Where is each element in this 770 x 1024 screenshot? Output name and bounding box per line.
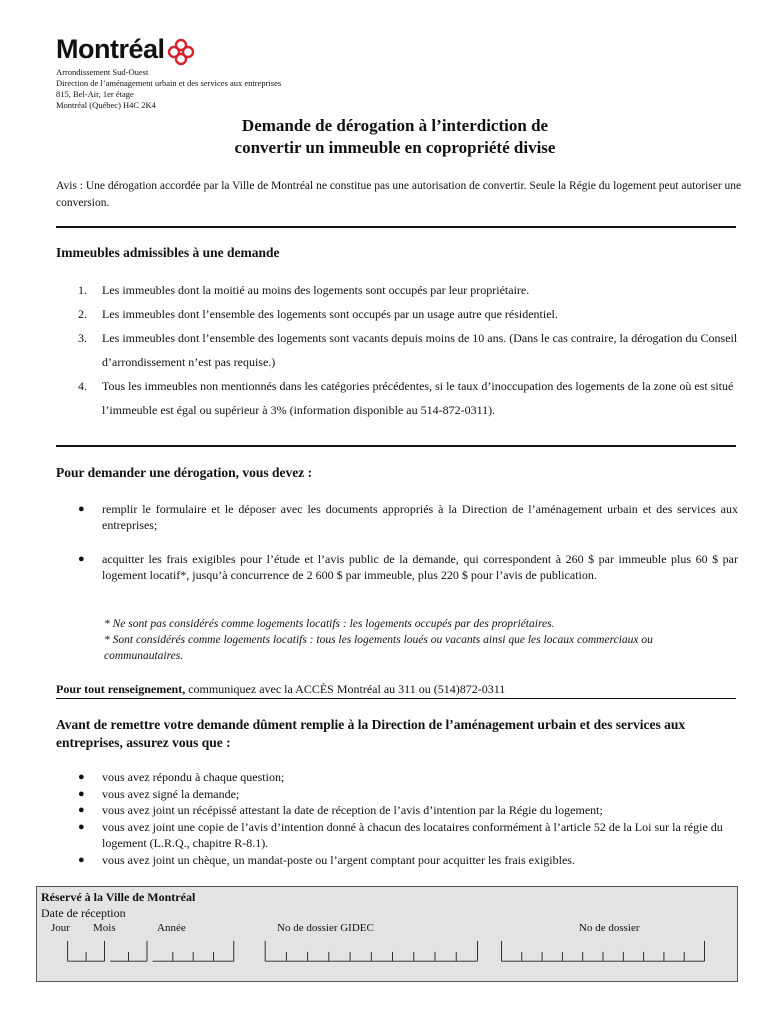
bullet-icon: ● [78,820,85,833]
list-item: 1. Les immeubles dont la moitié au moins des logements sont occupés par leur propriétaire. [78,283,530,297]
list-item: ● vous avez joint une copie de l’avis d’intention donné à chacun des locataires conformément à l’article 52 de la Loi sur la régie du logement (L.R.Q., chapitre R-8.1). [78,819,723,850]
avis-notice: Avis : Une dérogation accordée par la Ville de Montréal ne constitue pas une autorisation de convertir. Seule la Régie du logement peut autoriser une conversion. [56,180,742,209]
address-line: 815, Bel-Air, 1er étage [56,89,134,99]
date-input-boxes[interactable] [41,939,733,963]
info-line [56,682,505,697]
section-heading-demander: Pour demander une dérogation, vous devez : [56,465,313,480]
list-item: 2. Les immeubles dont l’ensemble des logements sont occupés par un usage autre que résidentiel. [78,307,558,321]
gidec-label: No de dossier GIDEC [277,922,374,934]
jour-label: Jour [51,922,70,934]
list-item: ● vous avez joint un récépissé attestant la date de réception de l’avis d’intention par la Régie du logement; [78,803,603,817]
bullet-icon: ● [78,553,85,565]
bullet-icon: ● [78,853,85,866]
bullet-icon: ● [78,503,85,515]
list-item: 3. Les immeubles dont l’ensemble des logements sont vacants depuis moins de 10 ans. (Dans le cas contraire, la dérogation du Conseil d’arrondissement n’est pas requise.) [78,331,738,369]
list-item: ● vous avez signé la demande; [78,786,240,801]
reception-date-label: Date de réception [41,906,126,920]
reserved-title: Réservé à la Ville de Montréal [41,890,196,904]
section-heading-immeubles: Immeubles admissibles à une demande [56,245,280,260]
mois-label: Mois [93,922,116,934]
list-item: ● vous avez joint un chèque, un mandat-poste ou l’argent comptant pour acquitter les frais exigibles. [78,852,575,867]
list-item: ● vous avez répondu à chaque question; [78,770,285,784]
montreal-logo-text: Montréal [56,34,165,64]
divider [56,698,736,699]
reserved-box [36,886,738,982]
dossier-label: No de dossier [579,922,640,934]
annee-label: Année [157,922,186,934]
bullet-item: ● acquitter les frais exigibles pour l’étude et l’avis public de la demande, qui correspondent à 260 $ par immeuble plus 60 $ par logement locatif*, jusqu’à concurrence de 2 600 $ par immeuble, plus 220 $ pour l’avis de publication. [78,552,738,582]
info-text: communiquez avec la ACCÈS Montréal au 311 ou (514)872-0311 [185,682,506,696]
address-line: Direction de l’aménagement urbain et des services aux entreprises [56,78,282,88]
title-line-1: Demande de dérogation à l’interdiction de [241,116,549,135]
info-bold: Pour tout renseignement, [56,682,186,696]
footnote: * Sont considérés comme logements locatifs : tous les logements loués ou vacants ainsi que les locaux commerciaux ou communautaires. [104,634,653,662]
section-heading-avant: Avant de remettre votre demande dûment remplie à la Direction de l’aménagement urbain et des services aux entreprises, assurez vous que : [56,717,686,750]
bullet-item: ● remplir le formulaire et le déposer avec les documents appropriés à la Direction de l’aménagement urbain et des services aux entreprises; [78,502,738,532]
montreal-rosette-icon [166,38,196,66]
list-item: 4. Tous les immeubles non mentionnés dans les catégories précédentes, si le taux d’inoccupation des logements de la zone où est situé l’immeuble est égal ou supérieur à 3% (information disponible au 514-872-0311). [78,379,734,417]
title-line-2: convertir un immeuble en copropriété divise [234,138,556,157]
bullet-icon: ● [78,804,85,816]
address-line: Montréal (Québec) H4C 2K4 [56,100,156,110]
address-line: Arrondissement Sud-Ouest [56,67,149,77]
address-block [56,67,281,111]
admissible-list [78,278,738,422]
divider [56,226,736,228]
footnote: * Ne sont pas considérés comme logements locatifs : les logements occupés par des propriétaires. [104,618,555,630]
page-title [0,115,770,159]
bullet-icon: ● [78,771,85,783]
checklist [78,769,738,868]
divider [56,445,736,447]
bullet-icon: ● [78,787,85,800]
